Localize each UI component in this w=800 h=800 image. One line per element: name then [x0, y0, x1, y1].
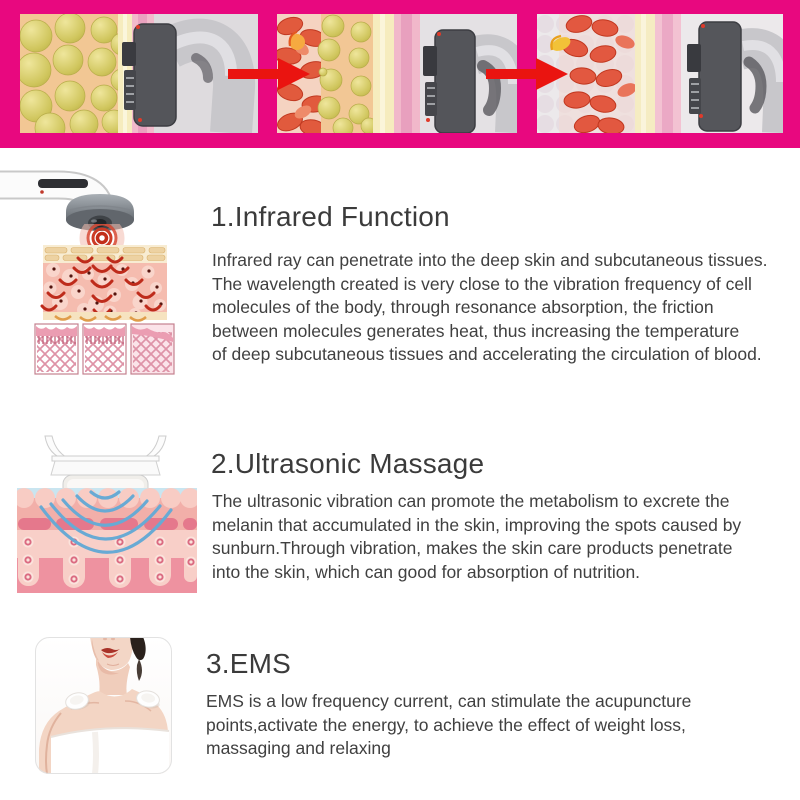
section-text-ems: EMS is a low frequency current, can stimulate the acupuncture points,activate the energy, to achieve the effect of weight loss, massaging and relaxing: [206, 691, 692, 758]
ems-model-photo: [35, 637, 172, 774]
banner-slide-fat-cells-before: [20, 14, 258, 133]
banner-slide-fat-dissolved: [537, 14, 783, 133]
section-heading-ultrasonic: 2.Ultrasonic Massage: [211, 448, 485, 479]
hero-banner: [0, 0, 800, 148]
section-text-ultrasonic: The ultrasonic vibration can promote the metabolism to excrete the melanin that accumulated in the skin, improving the spots caused by sunburn.Through vibration, makes the skin care products penetrate into the skin, which can good for absorption of nutrition.: [212, 491, 742, 582]
infrared-illustration: [0, 162, 200, 390]
red-arrow-icon: [486, 58, 568, 90]
section-heading-ems: 3.EMS: [206, 648, 292, 679]
section-text-infrared: Infrared ray can penetrate into the deep skin and subcutaneous tissues. The wavelength created is very close to the vibration frequency of cell molecules of the body, through resonance absorption, the friction between molecules generates heat, thus increasing the temperature of deep subcutaneous tissues and accelerating the circulation of blood.: [212, 250, 768, 364]
ultrasonic-illustration: [8, 430, 203, 598]
red-arrow-icon: [228, 58, 310, 90]
section-heading-infrared: 1.Infrared Function: [211, 201, 450, 232]
banner-slide-fat-cells-dissolving: [277, 14, 517, 133]
